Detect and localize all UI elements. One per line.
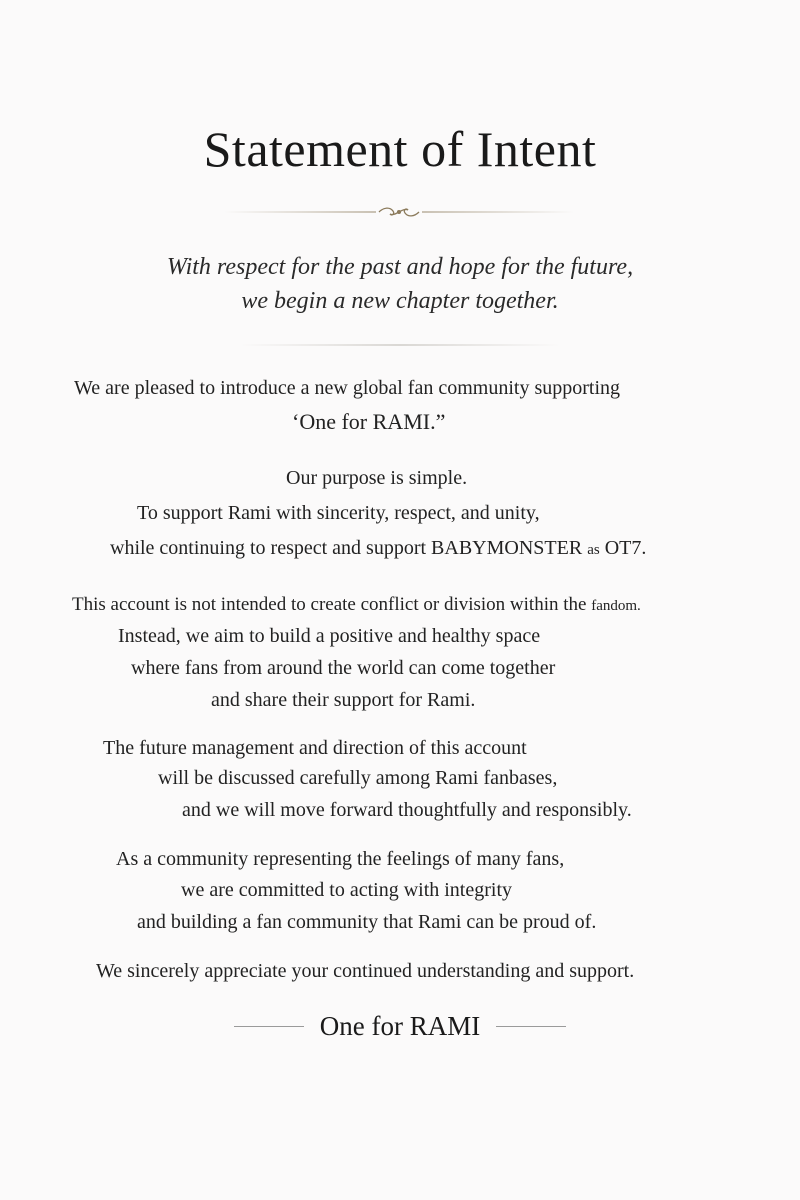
flourish-icon (379, 208, 419, 216)
signature-rule-right (496, 1026, 566, 1027)
paragraph-4-line-1: As a community representing the feelings of many fans, (116, 848, 565, 870)
purpose-line-3-small: as (587, 542, 600, 558)
purpose-line-3-end: OT7. (604, 537, 647, 559)
purpose-line-3-main: while continuing to respect and support BABYMONSTER (110, 537, 583, 559)
paragraph-2-line-1-small: fandom. (591, 598, 641, 614)
paragraph-2-line-4: and share their support for Rami. (211, 689, 476, 711)
intro-community-name: ‘One for RAMI.” (292, 409, 446, 434)
subtitle-line-2: we begin a new chapter together. (241, 288, 559, 314)
paragraph-3-line-2: will be discussed carefully among Rami fanbases, (158, 767, 558, 789)
intro-line-1: We are pleased to introduce a new global fan community supporting (74, 377, 621, 399)
paragraph-3-line-1: The future management and direction of this account (103, 737, 527, 759)
paragraph-2-line-1-main: This account is not intended to create conflict or division within the (72, 594, 587, 615)
paragraph-2-line-1 (72, 594, 641, 616)
purpose-line-2: To support Rami with sincerity, respect, and unity, (137, 502, 540, 524)
paragraph-4-line-2: we are committed to acting with integrity (181, 879, 513, 901)
paragraph-2-line-2: Instead, we aim to build a positive and healthy space (118, 625, 541, 647)
signature-block (0, 1011, 800, 1042)
purpose-line-1: Our purpose is simple. (286, 467, 468, 489)
page-title: Statement of Intent (203, 121, 597, 177)
purpose-line-3 (110, 537, 646, 560)
section-divider (240, 344, 560, 346)
closing-line: We sincerely appreciate your continued understanding and support. (96, 960, 635, 982)
subtitle-line-1: With respect for the past and hope for the future, (166, 254, 634, 280)
ornament-divider (224, 205, 574, 219)
paragraph-4-line-3: and building a fan community that Rami can be proud of. (137, 911, 597, 933)
signature: One for RAMI (319, 1011, 481, 1041)
signature-rule-left (234, 1026, 304, 1027)
paragraph-2-line-3: where fans from around the world can come together (131, 657, 556, 679)
paragraph-3-line-3: and we will move forward thoughtfully and responsibly. (182, 799, 632, 821)
